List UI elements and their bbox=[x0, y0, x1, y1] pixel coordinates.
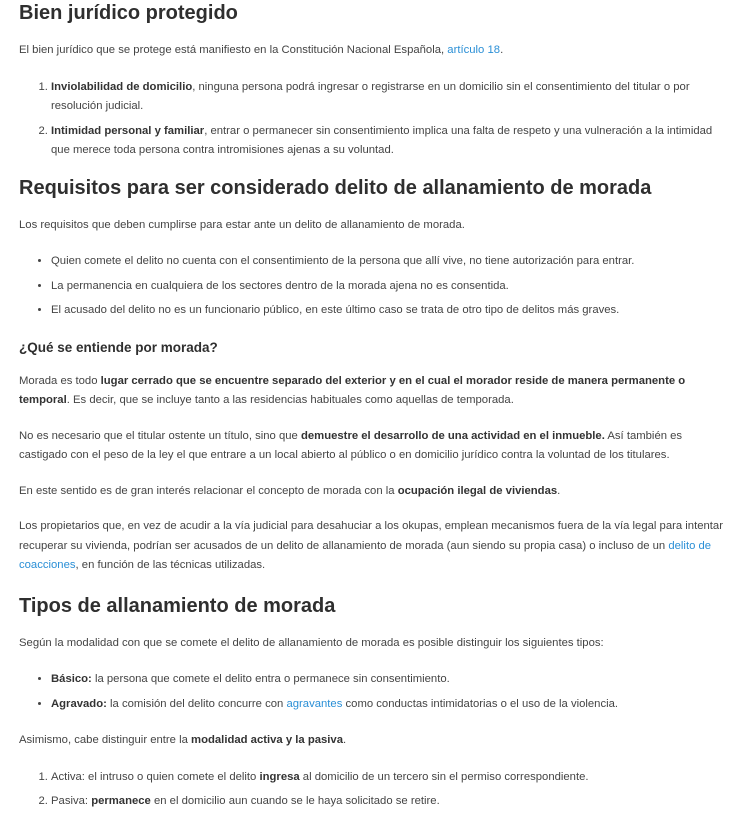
paragraph-morada-2 bbox=[19, 427, 728, 466]
paragraph-bien-juridico bbox=[19, 41, 728, 61]
link-articulo-18[interactable]: artículo 18 bbox=[447, 44, 501, 56]
list-item-text: Pasiva: bbox=[51, 795, 92, 807]
link-agravantes[interactable]: agravantes bbox=[286, 697, 343, 710]
list-item-bold: Agravado: bbox=[51, 697, 107, 710]
paragraph-bold: lugar cerrado que se encuentre separado del exterior y en el cual el morador reside de manera permanente o temporal bbox=[19, 374, 686, 406]
paragraph-modalidad bbox=[19, 731, 728, 751]
paragraph-morada-4 bbox=[19, 517, 728, 576]
list-requisitos bbox=[19, 252, 728, 321]
paragraph-text: . bbox=[343, 734, 347, 746]
link-delito-coacciones[interactable]: delito de coacciones bbox=[19, 539, 712, 571]
heading-tipos: Tipos de allanamiento de morada bbox=[19, 594, 336, 617]
paragraph-text: Morada es todo bbox=[19, 374, 101, 387]
paragraph-requisitos: Los requisitos que deben cumplirse para estar ante un delito de allanamiento de morada. bbox=[19, 218, 465, 231]
list-item bbox=[51, 670, 728, 690]
list-item: • Quien comete el delito no cuenta con el consentimiento de la persona que allí vive, no tiene autorización para entrar. bbox=[51, 252, 728, 272]
list-item bbox=[51, 695, 728, 715]
paragraph-bold: ocupación ilegal de viviendas bbox=[397, 484, 558, 497]
list-item-text: Activa: el intruso o quien comete el delito bbox=[51, 770, 260, 783]
list-item-bold: Intimidad personal y familiar bbox=[51, 124, 205, 137]
list-tipos bbox=[19, 670, 728, 714]
list-item-text: en el domicilio aun cuando se le haya solicitado se retire. bbox=[150, 795, 440, 807]
list-item: • La permanencia en cualquiera de los sectores dentro de la morada ajena no es consentida. bbox=[51, 277, 728, 297]
paragraph-tipos: Según la modalidad con que se comete el delito de allanamiento de morada es posible distinguir los siguientes tipos: bbox=[19, 636, 604, 649]
heading-bien-juridico: Bien jurídico protegido bbox=[19, 2, 238, 24]
list-item-bold: Inviolabilidad de domicilio bbox=[51, 80, 193, 93]
paragraph-bold: demuestre el desarrollo de una actividad en el inmueble. bbox=[300, 429, 605, 442]
list-item bbox=[51, 768, 728, 788]
paragraph-text: . bbox=[500, 44, 504, 56]
list-bienes bbox=[19, 78, 728, 161]
paragraph-text: Asimismo, cabe distinguir entre la bbox=[19, 734, 192, 746]
paragraph-morada-1 bbox=[19, 372, 728, 411]
list-item-text: como conductas intimidatorias o el uso de la violencia. bbox=[342, 697, 619, 710]
heading-morada: ¿Qué se entiende por morada? bbox=[19, 339, 218, 355]
paragraph-text: . Es decir, que se incluye tanto a las residencias habituales como aquellas de temporada. bbox=[66, 394, 514, 406]
paragraph-text: . bbox=[557, 484, 561, 497]
paragraph-morada-3 bbox=[19, 482, 728, 502]
paragraph-bold: modalidad activa y la pasiva bbox=[191, 734, 343, 746]
list-item bbox=[51, 792, 728, 812]
paragraph-text: Así también es castigado con el peso de la ley el que entrare a un local abierto al público o en domicilio jurídico contra la voluntad de los titulares. bbox=[19, 429, 683, 461]
list-item-text: al domicilio de un tercero sin el permiso correspondiente. bbox=[299, 770, 589, 783]
paragraph-text: Los propietarios que, en vez de acudir a la vía judicial para desahuciar a los okupas, emplean mecanismos fuera de la vía legal para intentar recuperar su vivienda, podrían ser acusados de un delito de allanamiento de morada (aun siendo su propia casa) o incluso de un bbox=[19, 520, 723, 552]
list-item-bold: permanece bbox=[91, 795, 151, 807]
paragraph-text: El bien jurídico que se protege está manifiesto en la Constitución Nacional Española, bbox=[19, 44, 448, 56]
paragraph-text: En este sentido es de gran interés relacionar el concepto de morada con la bbox=[19, 484, 398, 497]
list-item-bold: Básico: bbox=[51, 673, 92, 685]
list-modalidades bbox=[19, 768, 728, 812]
list-item bbox=[51, 122, 728, 161]
list-item: • El acusado del delito no es un funcionario público, en este último caso se trata de otro tipo de delitos más graves. bbox=[51, 301, 728, 321]
list-item-text: la persona que comete el delito entra o permanece sin consentimiento. bbox=[91, 673, 450, 685]
list-item-text: la comisión del delito concurre con bbox=[106, 697, 287, 710]
list-item bbox=[51, 78, 728, 117]
paragraph-text: , en función de las técnicas utilizadas. bbox=[75, 559, 266, 571]
list-item-bold: ingresa bbox=[259, 770, 300, 783]
list-item-text: , entrar o permanecer sin consentimiento implica una falta de respeto y una vulneración a la intimidad que merece toda persona contra intromisiones ajenas a su voluntad. bbox=[51, 124, 713, 156]
heading-requisitos: Requisitos para ser considerado delito de allanamiento de morada bbox=[19, 176, 652, 199]
list-item-text: , ninguna persona podrá ingresar o registrarse en un domicilio sin el consentimiento del titular o por resolución judicial. bbox=[51, 80, 690, 112]
paragraph-text: No es necesario que el titular ostente un título, sino que bbox=[19, 429, 301, 442]
